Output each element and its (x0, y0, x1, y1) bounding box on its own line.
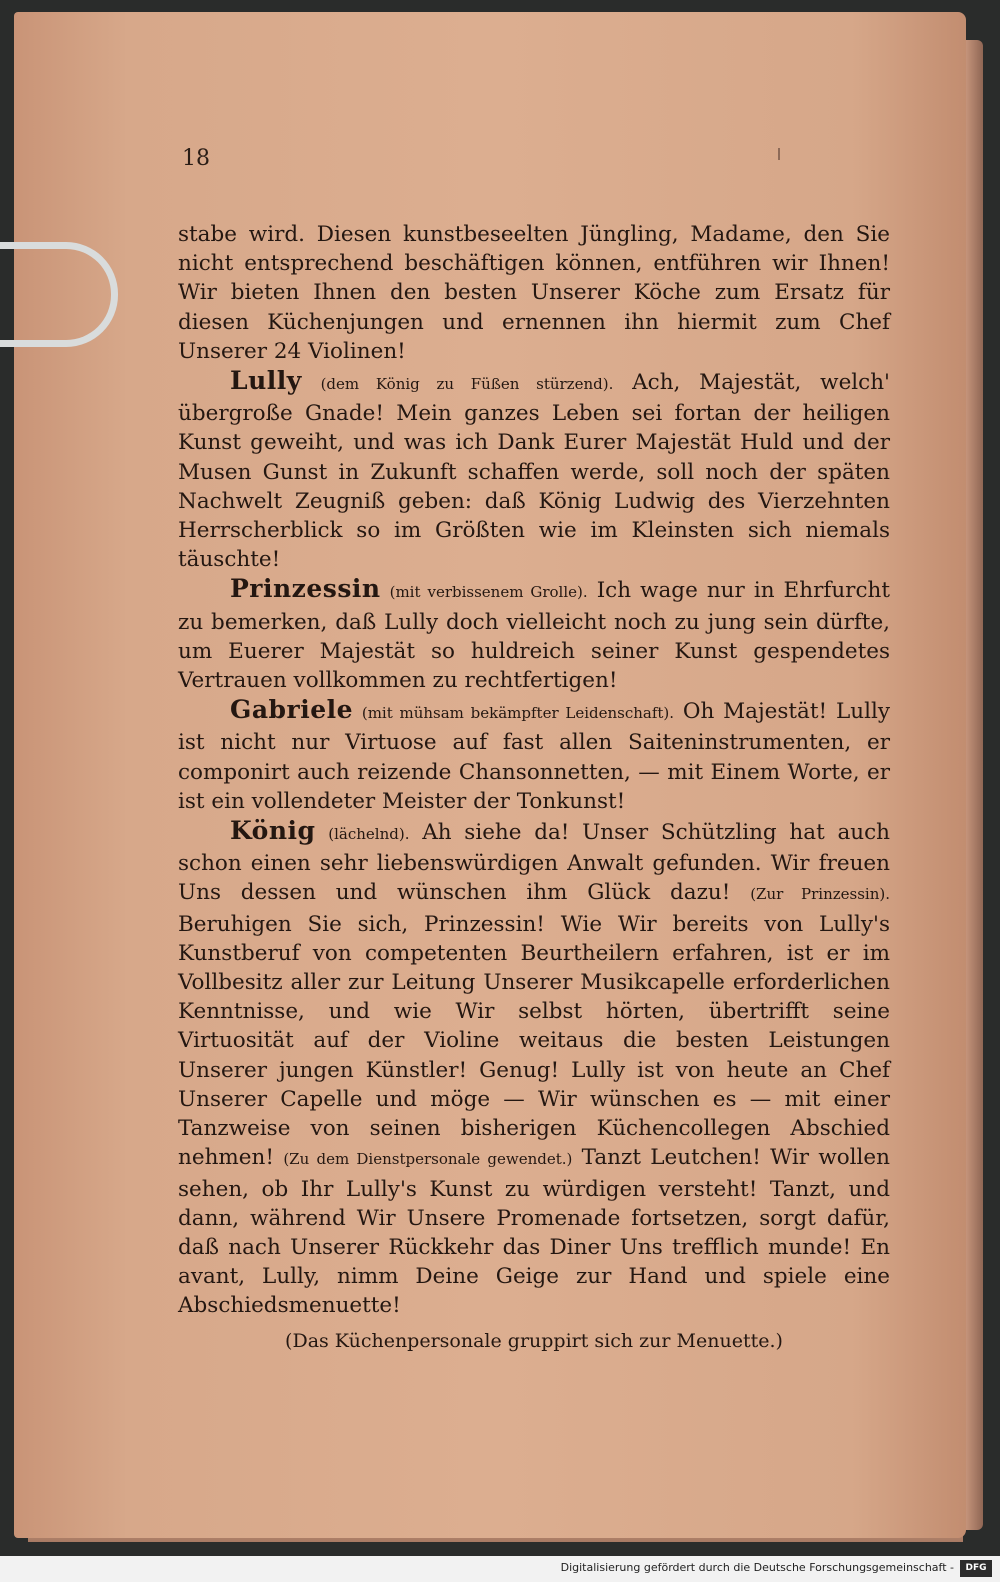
page-text (178, 220, 890, 1356)
stage-direction: (Das Küchenpersonale gruppirt sich zur Menuette.) (285, 1329, 783, 1352)
speech-text: Ich wage nur in Ehrfurcht zu bemerken, daß Lully doch vielleicht noch zu jung sein dürfte, um Euerer Majestät so huldreich seiner Kunst gespendetes Vertrauen vollkommen zu rechtfertigen! (178, 578, 890, 694)
speech-gabriele (178, 695, 890, 816)
speaker-name: Gabriele (230, 695, 354, 725)
speaker-name: Prinzessin (230, 574, 381, 604)
paragraph-continuation: stabe wird. Diesen kunstbeseelten Jüngling, Madame, den Sie nicht entsprechend beschäftigen können, entführen wir Ihnen! Wir bieten Ihnen den besten Unserer Köche zum Ersatz für diesen Küchenjungen und ernennen ihn hiermit zum Chef Unserer 24 Violinen! (178, 222, 890, 364)
stage-direction-inline: (Zur Prinzessin). (750, 885, 890, 904)
dfg-logo: DFG (960, 1560, 992, 1577)
speech-lully (178, 366, 890, 574)
speech-text: Ach, Majestät, welch' übergroße Gnade! Mein ganzes Leben sei fortan der heiligen Kunst geweiht, und was ich Dank Eurer Majestät Huld und der Musen Gunst in Zukunft schaffen werde, soll noch der späten Nachwelt Zeugniß geben: daß König Ludwig des Vierzehnten Herrscherblick so im Größten wie im Kleinsten sich niemals täuschte! (178, 370, 890, 573)
speech-text: Ah siehe da! Unser Schützling hat auch schon einen sehr liebenswürdigen Anwalt gefunden. Wir freuen Uns dessen und wünschen ihm Glück dazu! (178, 820, 890, 906)
speech-text: Tanzt Leutchen! Wir wollen sehen, ob Ihr Lully's Kunst zu würdigen versteht! Tanzt, und dann, während Wir Unsere Promenade fortsetzen, sorgt dafür, daß nach Unserer Rückkehr das Diner Uns trefflich munde! En avant, Lully, nimm Deine Geige zur Hand und spiele eine Abschiedsmenuette! (178, 1145, 890, 1319)
stage-direction-inline: (mit verbissenem Grolle). (389, 583, 588, 602)
pencil-mark (778, 148, 780, 160)
stage-direction-inline: (dem König zu Füßen stürzend). (320, 375, 614, 394)
speech-koenig (178, 816, 890, 1320)
speech-text: Oh Majestät! Lully ist nicht nur Virtuose auf fast allen Saiteninstrumenten, er componirt auch reizende Chansonnetten, — mit Einem Worte, er ist ein vollendeter Meister der Tonkunst! (178, 699, 890, 814)
stage-direction-inline: (mit mühsam bekämpfter Leidenschaft). (361, 704, 675, 723)
stage-direction-inline: (Zu dem Dienstpersonale gewendet.) (283, 1150, 573, 1169)
funding-credit: Digitalisierung gefördert durch die Deutsche Forschungsgemeinschaft - (560, 1561, 954, 1574)
digitization-footer (0, 1556, 1000, 1582)
speaker-name: König (230, 816, 316, 846)
bookmark-clip (0, 242, 118, 347)
page-number: 18 (182, 146, 210, 171)
stage-direction-inline: (lächelnd). (328, 825, 410, 844)
speech-prinzessin (178, 574, 890, 695)
speaker-name: Lully (230, 366, 302, 396)
speech-text: Beruhigen Sie sich, Prinzessin! Wie Wir bereits von Lully's Kunstberuf von competenten Beurtheilern erfahren, ist er im Vollbesitz aller zur Leitung Unserer Musikcapelle erforderlichen Kenntnisse, und wie Wir selbst hörten, übertrifft seine Virtuosität auf der Violine weitaus die besten Leistungen Unserer jungen Künstler! Genug! Lully ist von heute an Chef Unserer Capelle und möge — Wir wünschen es — mit einer Tanzweise von seinen bisherigen Küchencollegen Abschied nehmen! (178, 911, 890, 1171)
